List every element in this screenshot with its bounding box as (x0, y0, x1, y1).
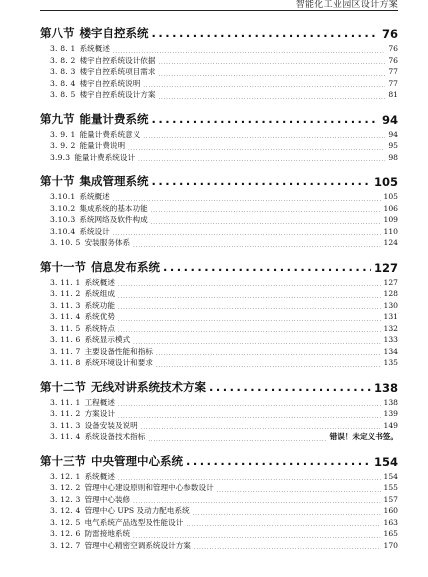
entry-page-number: 154 (383, 471, 398, 481)
header-title: 智能化工业园区设计方案 (295, 0, 398, 10)
entry-title: 能量计费说明 (79, 141, 126, 150)
entry-number: 3.10.4 (50, 226, 76, 236)
entry-title: 主要设备性能和指标 (84, 346, 153, 356)
entry-number: 3. 8. 1 (50, 44, 76, 53)
toc-entry[interactable] (50, 300, 398, 312)
section-heading[interactable] (40, 443, 398, 469)
entry-page-number: 157 (383, 494, 398, 504)
entry-page-number: 165 (383, 529, 398, 538)
toc-section (40, 15, 398, 101)
toc-section (40, 163, 398, 249)
entry-page-number: 163 (383, 517, 398, 527)
toc-section (40, 101, 398, 164)
entry-number: 3. 8. 2 (50, 55, 76, 65)
toc-entry[interactable] (50, 66, 398, 78)
section-title: 信息发布系统 (91, 259, 160, 274)
entry-page-number: 133 (383, 335, 398, 344)
entry-page-number: 110 (383, 226, 398, 236)
entry-title: 系统组成 (84, 289, 115, 298)
entry-page-number: 77 (388, 78, 398, 88)
toc-entry[interactable] (50, 408, 398, 420)
entry-page-number: 138 (383, 397, 398, 407)
dot-leader (148, 437, 326, 443)
dot-leader (118, 305, 381, 311)
dot-leader (186, 522, 380, 528)
toc-entry[interactable] (50, 237, 398, 249)
entry-page-number: 170 (383, 540, 398, 550)
toc-entry[interactable] (50, 540, 398, 552)
section-items (40, 191, 398, 249)
toc-entry[interactable] (50, 89, 398, 101)
toc-entry[interactable] (50, 55, 398, 67)
toc-entry[interactable] (50, 420, 398, 432)
dot-leader (152, 113, 379, 127)
entry-number: 3. 11. 1 (50, 277, 81, 287)
entry-title: 系统优势 (84, 312, 115, 321)
toc-entry[interactable] (50, 311, 398, 323)
entry-number: 3. 8. 4 (50, 78, 76, 88)
section-title: 能量计费系统 (79, 111, 149, 126)
dot-leader (133, 243, 380, 249)
entry-number: 3. 11. 3 (50, 420, 81, 430)
entry-number: 3. 8. 3 (50, 67, 76, 76)
section-heading[interactable] (40, 15, 398, 41)
entry-number: 3. 11. 5 (50, 323, 81, 333)
entry-title: 能量计费系统设计 (74, 152, 136, 162)
entry-number: 3.9.3 (50, 152, 71, 162)
toc-entry[interactable] (50, 152, 398, 164)
entry-title: 管理中心建设原则和管理中心参数设计 (84, 483, 214, 492)
entry-error-text: 错误！未定义书签。 (329, 432, 398, 441)
toc-entry[interactable] (50, 191, 398, 203)
dot-leader (113, 197, 381, 203)
entry-title: 系统功能 (84, 300, 115, 310)
toc-section (40, 443, 398, 552)
entry-page-number: 128 (383, 289, 398, 298)
toc-entry[interactable] (50, 357, 398, 369)
entry-title: 系统网络及软件构成 (79, 215, 148, 224)
section-page-number: 138 (373, 380, 398, 395)
section-items (40, 397, 398, 443)
entry-number: 3. 11. 3 (50, 300, 81, 310)
entry-number: 3. 11. 7 (50, 346, 81, 356)
section-heading[interactable] (40, 369, 398, 395)
section-page-number: 105 (373, 175, 398, 189)
section-heading[interactable] (40, 163, 398, 189)
entry-number: 3. 11. 2 (50, 289, 81, 298)
entry-page-number: 76 (388, 55, 398, 65)
dot-leader (143, 83, 385, 89)
section-number: 第十一节 (40, 259, 86, 274)
entry-title: 楼宇自控系统说明 (79, 78, 141, 88)
section-items (40, 43, 398, 101)
entry-page-number: 109 (383, 215, 398, 224)
toc-entry[interactable] (50, 323, 398, 335)
entry-page-number: 132 (383, 323, 398, 333)
dot-leader (133, 340, 380, 346)
entry-page-number: 76 (388, 44, 398, 53)
section-title: 集成管理系统 (79, 174, 149, 188)
section-page-number: 94 (381, 112, 398, 127)
toc-entry[interactable] (50, 277, 398, 289)
entry-number: 3.10.1 (50, 192, 76, 201)
table-of-contents (40, 15, 398, 551)
toc-section (40, 369, 398, 443)
entry-number: 3. 11. 6 (50, 335, 81, 344)
entry-number: 3. 12. 1 (50, 471, 81, 481)
entry-title: 安装服务体系 (84, 238, 131, 247)
dot-leader (159, 72, 386, 78)
toc-entry[interactable] (50, 471, 398, 483)
entry-title: 方案设计 (84, 409, 115, 418)
entry-title: 系统显示模式 (84, 335, 131, 344)
entry-page-number: 135 (383, 358, 398, 367)
dot-leader (118, 282, 381, 288)
toc-entry[interactable] (50, 397, 398, 409)
entry-title: 设备安装及说明 (84, 420, 138, 430)
entry-page-number: 106 (383, 203, 398, 213)
entry-number: 3. 10. 5 (50, 238, 81, 247)
dot-leader (156, 363, 381, 369)
dot-leader (118, 317, 381, 323)
toc-entry[interactable] (50, 482, 398, 494)
entry-number: 3. 12. 5 (50, 517, 81, 527)
dot-leader (156, 351, 381, 357)
entry-page-number: 127 (383, 277, 398, 287)
entry-title: 管理中心装修 (84, 494, 131, 504)
dot-leader (113, 231, 381, 237)
toc-section (40, 249, 398, 369)
entry-page-number: 105 (383, 192, 398, 201)
entry-number: 3. 12. 2 (50, 483, 81, 492)
entry-title: 工程概述 (84, 397, 115, 407)
entry-page-number: 131 (383, 312, 398, 321)
entry-page-number: 139 (383, 409, 398, 418)
entry-title: 系统特点 (84, 323, 115, 333)
entry-number: 3. 12. 6 (50, 529, 81, 538)
entry-page-number: 94 (388, 129, 398, 139)
entry-page-number: 77 (388, 67, 398, 76)
section-heading[interactable] (40, 101, 398, 127)
section-title: 楼宇自控系统 (79, 26, 149, 40)
entry-title: 防雷接地系统 (84, 529, 131, 538)
toc-entry[interactable] (50, 43, 398, 55)
entry-page-number: 160 (383, 506, 398, 515)
page-header (0, 0, 428, 13)
toc-entry[interactable] (50, 505, 398, 517)
entry-title: 楼宇自控系统设计方案 (79, 90, 156, 99)
dot-leader (118, 402, 381, 408)
entry-number: 3. 11. 8 (50, 358, 81, 367)
dot-leader (151, 208, 381, 214)
dot-leader (118, 414, 381, 420)
header-rule (40, 10, 398, 11)
dot-leader (159, 95, 386, 101)
entry-number: 3. 9. 2 (50, 141, 76, 150)
entry-page-number: 155 (383, 483, 398, 492)
entry-number: 3. 8. 5 (50, 90, 76, 99)
toc-entry[interactable] (50, 288, 398, 300)
dot-leader (152, 175, 371, 189)
section-page-number: 76 (381, 27, 398, 41)
entry-number: 3. 12. 4 (50, 506, 81, 515)
dot-leader (186, 455, 371, 469)
section-items (40, 129, 398, 164)
dot-leader (138, 157, 385, 163)
section-title: 中央管理中心系统 (91, 453, 183, 468)
toc-entry[interactable] (50, 129, 398, 141)
dot-leader (152, 27, 379, 41)
toc-entry[interactable] (50, 214, 398, 226)
section-number: 第八节 (40, 26, 75, 40)
dot-leader (193, 511, 381, 517)
entry-page-number: 95 (388, 141, 398, 150)
entry-title: 系统概述 (84, 471, 115, 481)
entry-number: 3.10.3 (50, 215, 76, 224)
dot-leader (159, 60, 386, 66)
entry-page-number: 130 (383, 300, 398, 310)
entry-title: 系统概述 (84, 277, 115, 287)
entry-title: 管理中心精密空调系统设计方案 (84, 540, 191, 550)
toc-entry[interactable] (50, 203, 398, 215)
section-items (40, 471, 398, 552)
section-number: 第十三节 (40, 453, 86, 468)
toc-entry[interactable] (50, 346, 398, 358)
entry-page-number: 149 (383, 420, 398, 430)
entry-page-number: 124 (383, 238, 398, 247)
toc-entry[interactable] (50, 226, 398, 238)
dot-leader (194, 545, 381, 551)
section-number: 第九节 (40, 111, 75, 126)
entry-title: 系统设计 (79, 226, 110, 236)
toc-entry[interactable] (50, 528, 398, 540)
entry-title: 系统概述 (79, 192, 110, 201)
entry-number: 3. 12. 7 (50, 540, 81, 550)
toc-entry[interactable] (50, 494, 398, 506)
toc-entry[interactable] (50, 140, 398, 152)
section-heading[interactable] (40, 249, 398, 275)
section-title: 无线对讲系统技术方案 (91, 379, 206, 394)
entry-page-number: 134 (383, 346, 398, 356)
entry-page-number: 98 (388, 152, 398, 162)
dot-leader (143, 134, 385, 140)
section-number: 第十节 (40, 174, 75, 188)
entry-title: 楼宇自控系统项目需求 (79, 67, 156, 76)
section-page-number: 154 (373, 454, 398, 469)
toc-entry[interactable] (50, 78, 398, 90)
entry-number: 3. 11. 2 (50, 409, 81, 418)
entry-number: 3. 12. 3 (50, 494, 81, 504)
entry-number: 3. 11. 1 (50, 397, 81, 407)
section-items (40, 277, 398, 369)
entry-number: 3. 11. 4 (50, 312, 81, 321)
entry-title: 电气系统产品选型及性能设计 (84, 517, 184, 527)
entry-number: 3. 9. 1 (50, 129, 76, 139)
entry-title: 系统概述 (79, 44, 110, 53)
section-page-number: 127 (373, 260, 398, 275)
dot-leader (128, 146, 385, 152)
toc-entry[interactable] (50, 431, 398, 443)
toc-entry[interactable] (50, 517, 398, 529)
entry-title: 系统设备技术指标 (84, 432, 146, 441)
entry-title: 系统环境设计和要求 (84, 358, 153, 367)
dot-leader (151, 220, 381, 226)
dot-leader (217, 488, 381, 494)
dot-leader (118, 328, 381, 334)
entry-title: 管理中心 UPS 及动力配电系统 (84, 506, 190, 515)
entry-title: 能量计费系统意义 (79, 129, 141, 139)
toc-entry[interactable] (50, 334, 398, 346)
dot-leader (209, 381, 371, 395)
dot-leader (163, 261, 371, 275)
entry-title: 楼宇自控系统设计依据 (79, 55, 156, 65)
entry-number: 3. 11. 4 (50, 432, 81, 441)
section-number: 第十二节 (40, 379, 86, 394)
dot-leader (118, 294, 381, 300)
entry-number: 3.10.2 (50, 203, 76, 213)
entry-page-number: 81 (388, 90, 398, 99)
entry-title: 集成系统的基本功能 (79, 203, 148, 213)
